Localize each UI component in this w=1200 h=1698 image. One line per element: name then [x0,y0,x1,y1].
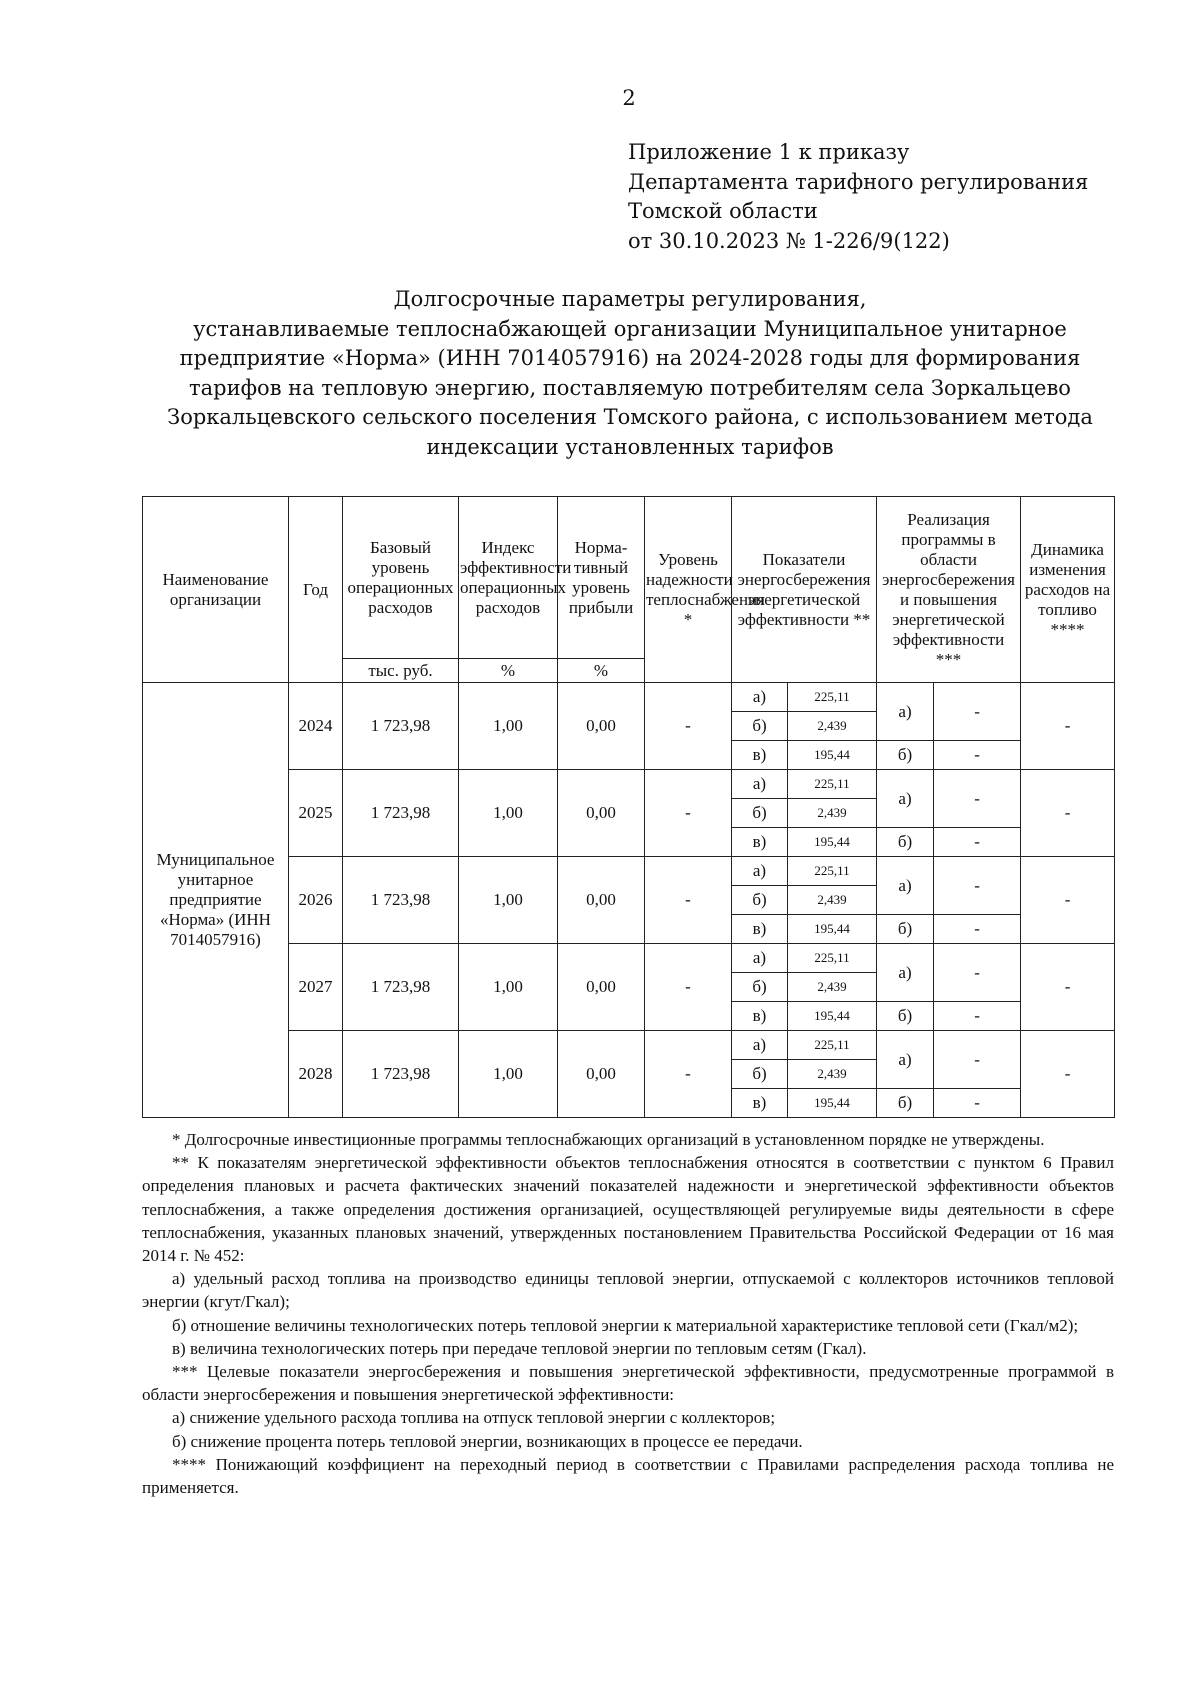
program-label: б) [877,1089,934,1118]
footnote: ** К показателям энергетической эффективности объектов теплоснабжения относятся в соответствии с пунктом 6 Правил определения плановых и расчета фактических значений показателей надежности и энергетической эффективности объектов теплоснабжения, а также определения достижения организацией, осуществляющей регулируемые виды деятельности в сфере теплоснабжения, указанных плановых значений, утвержденных постановлением Правительства Российской Федерации от 16 мая 2014 г. № 452: [142,1153,1114,1266]
program-label: а) [877,1031,934,1089]
org-name: Муниципальное унитарное предприятие «Норма» (ИНН 7014057916) [143,683,289,1118]
index-cell: 1,00 [459,857,558,944]
program-value: - [934,1031,1021,1089]
base-cell: 1 723,98 [343,944,459,1031]
energy-label: а) [732,1031,788,1060]
energy-label: в) [732,1002,788,1031]
footnote-item: б) снижение процента потерь тепловой энергии, возникающих в процессе ее передачи. [172,1431,803,1451]
base-cell: 1 723,98 [343,770,459,857]
energy-value: 195,44 [788,741,877,770]
year-cell: 2024 [289,683,343,770]
fuel-cell: - [1021,857,1115,944]
title-line: Долгосрочные параметры регулирования, [393,287,867,311]
title-line: предприятие «Норма» (ИНН 7014057916) на 2024-2028 годы для формирования [179,346,1081,370]
program-label: б) [877,828,934,857]
profit-cell: 0,00 [558,770,645,857]
footnote: *** Целевые показатели энергосбережения и повышения энергетической эффективности, предусмотренные программой в области энергосбережения и повышения энергетической эффективности: [142,1362,1114,1405]
energy-label: б) [732,886,788,915]
year-cell: 2025 [289,770,343,857]
table-row [143,683,1115,712]
base-cell: 1 723,98 [343,683,459,770]
program-value: - [934,1089,1021,1118]
program-value: - [934,683,1021,741]
energy-label: в) [732,828,788,857]
reliability-cell: - [645,1031,732,1118]
program-value: - [934,828,1021,857]
program-value: - [934,1002,1021,1031]
footnotes [142,1128,1114,1499]
reliability-cell: - [645,857,732,944]
unit-profit: % [558,659,645,683]
fuel-cell: - [1021,683,1115,770]
program-value: - [934,915,1021,944]
table-row [143,857,1115,886]
program-label: а) [877,683,934,741]
base-cell: 1 723,98 [343,1031,459,1118]
energy-value: 225,11 [788,683,877,712]
table-row [143,1031,1115,1060]
title-line: Зоркальцевского сельского поселения Томского района, с использованием метода [167,405,1093,429]
energy-value: 225,11 [788,857,877,886]
energy-label: в) [732,1089,788,1118]
energy-value: 225,11 [788,944,877,973]
footnote-item: а) удельный расход топлива на производство единицы тепловой энергии, отпускаемой с коллекторов источников тепловой энергии (кгут/Гкал); [142,1269,1114,1312]
page-number: 2 [622,86,636,110]
energy-value: 2,439 [788,886,877,915]
profit-cell: 0,00 [558,683,645,770]
energy-label: в) [732,741,788,770]
program-label: б) [877,915,934,944]
profit-cell: 0,00 [558,857,645,944]
index-cell: 1,00 [459,944,558,1031]
header-program: Реализация программы в области энергосбережения и повышения энергетической эффективности *** [877,497,1021,683]
header-org: Наименование организации [143,497,289,683]
index-cell: 1,00 [459,683,558,770]
energy-label: а) [732,944,788,973]
title-line: тарифов на тепловую энергию, поставляемую потребителям села Зоркальцево [189,375,1071,400]
program-value: - [934,944,1021,1002]
program-label: а) [877,857,934,915]
energy-label: б) [732,712,788,741]
header-energy: Показатели энергосбережения энергетической эффективности ** [732,497,877,683]
index-cell: 1,00 [459,1031,558,1118]
program-value: - [934,741,1021,770]
parameters-table [142,496,1115,1118]
footnote-item: в) величина технологических потерь при передаче тепловой энергии по тепловым сетям (Гкал). [172,1338,867,1358]
header-year: Год [289,497,343,683]
energy-label: а) [732,770,788,799]
footnote-item: б) отношение величины технологических потерь тепловой энергии к материальной характеристике тепловой сети (Гкал/м2); [172,1315,1079,1335]
energy-label: б) [732,1060,788,1089]
reliability-cell: - [645,770,732,857]
energy-value: 195,44 [788,1089,877,1118]
appendix-line: Приложение 1 к приказу [628,140,910,164]
unit-base: тыс. руб. [343,659,459,683]
energy-label: в) [732,915,788,944]
fuel-cell: - [1021,944,1115,1031]
energy-value: 225,11 [788,1031,877,1060]
title-line: устанавливаемые теплоснабжающей организации Муниципальное унитарное [193,316,1067,341]
header-profit: Норма-тивный уровень прибыли [558,497,645,659]
energy-value: 195,44 [788,915,877,944]
appendix-line: Томской области [628,199,818,223]
table-row [143,944,1115,973]
energy-value: 2,439 [788,973,877,1002]
energy-value: 2,439 [788,712,877,741]
appendix-line: от 30.10.2023 № 1-226/9(122) [628,228,950,253]
program-label: а) [877,770,934,828]
title-line: индексации установленных тарифов [426,434,834,459]
profit-cell: 0,00 [558,1031,645,1118]
index-cell: 1,00 [459,770,558,857]
reliability-cell: - [645,683,732,770]
footnote: * Долгосрочные инвестиционные программы теплоснабжающих организаций в установленном порядке не утверждены. [172,1130,1045,1149]
energy-label: б) [732,799,788,828]
header-fuel: Динамика изменения расходов на топливо **** [1021,497,1115,683]
appendix-line: Департамента тарифного регулирования [628,169,1089,194]
fuel-cell: - [1021,1031,1115,1118]
year-cell: 2028 [289,1031,343,1118]
energy-value: 225,11 [788,770,877,799]
table-row [143,770,1115,799]
reliability-cell: - [645,944,732,1031]
program-value: - [934,857,1021,915]
footnote-item: а) снижение удельного расхода топлива на отпуск тепловой энергии с коллекторов; [172,1408,776,1428]
year-cell: 2026 [289,857,343,944]
year-cell: 2027 [289,944,343,1031]
footnote: **** Понижающий коэффициент на переходный период в соответствии с Правилами распределения расхода топлива не применяется. [142,1454,1114,1498]
energy-label: б) [732,973,788,1002]
program-label: б) [877,741,934,770]
header-base: Базовый уровень операционных расходов [343,497,459,659]
header-reliability: Уровень надежности теплоснабжения * [645,497,732,683]
fuel-cell: - [1021,770,1115,857]
energy-value: 2,439 [788,1060,877,1089]
energy-value: 195,44 [788,828,877,857]
energy-label: а) [732,683,788,712]
document-title [150,285,1110,462]
program-label: б) [877,1002,934,1031]
program-label: а) [877,944,934,1002]
program-value: - [934,770,1021,828]
energy-value: 195,44 [788,1002,877,1031]
appendix-block [628,138,1088,256]
header-index: Индекс эффективности операционных расходов [459,497,558,659]
energy-value: 2,439 [788,799,877,828]
base-cell: 1 723,98 [343,857,459,944]
energy-label: а) [732,857,788,886]
profit-cell: 0,00 [558,944,645,1031]
unit-index: % [459,659,558,683]
